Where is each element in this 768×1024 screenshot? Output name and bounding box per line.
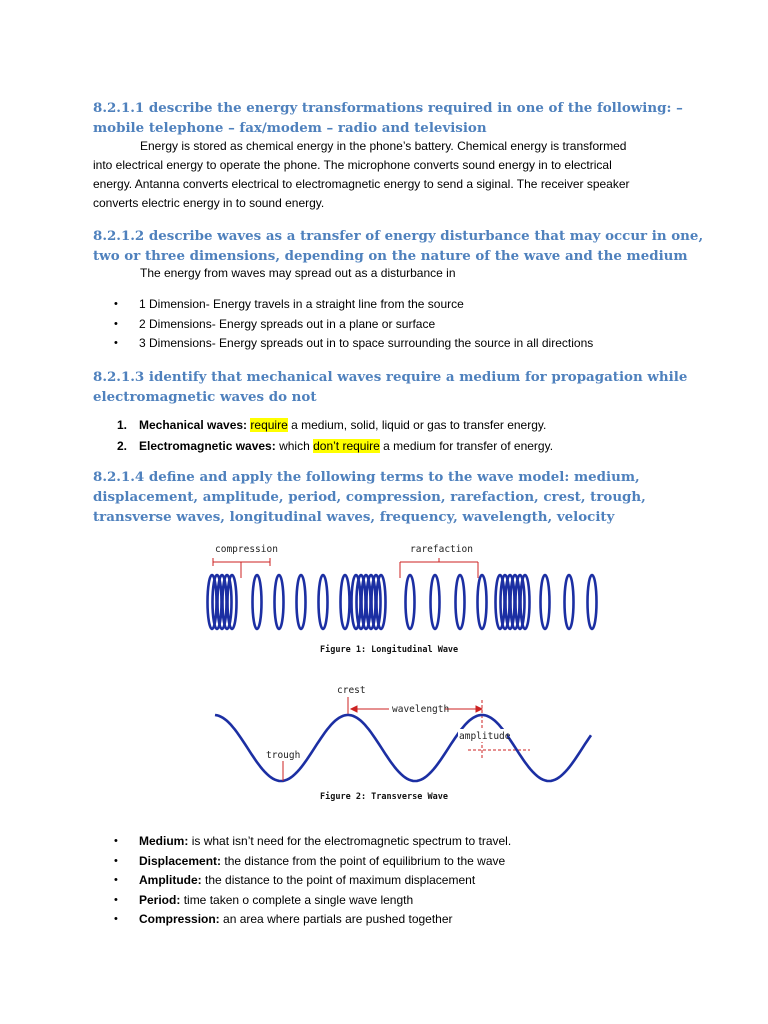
wave-terms-list	[114, 832, 511, 930]
bullet-icon: •	[114, 337, 118, 349]
list-item: 1. Mechanical waves: require a medium, solid, liquid or gas to transfer energy.	[117, 418, 547, 432]
bullet-icon: •	[114, 317, 118, 330]
amplitude-label: amplitude	[459, 731, 511, 742]
crest-label: crest	[337, 685, 366, 696]
paragraph-line: energy. Antanna converts electrical to electromagnetic energy to send a siginal. The receiver speaker	[93, 177, 630, 191]
highlighted-text: don’t require	[313, 439, 380, 453]
heading-line: mobile telephone – fax/modem – radio and television	[93, 120, 487, 136]
wave-coil	[275, 575, 284, 629]
list-item: • 3 Dimensions- Energy spreads out in to space surrounding the source in all directions	[114, 334, 593, 354]
wave-coil	[253, 575, 262, 629]
dimension-list	[114, 295, 593, 354]
bullet-icon: •	[114, 854, 118, 867]
wave-coil	[341, 575, 350, 629]
wave-coil	[406, 575, 415, 629]
figure-2-caption: Figure 2: Transverse Wave	[320, 792, 448, 802]
transverse-wave-line	[215, 715, 591, 781]
section-heading-8-2-1-3	[93, 367, 713, 407]
list-item: • 2 Dimensions- Energy spreads out in a plane or surface	[114, 315, 593, 335]
heading-line: 8.2.1.3 identify that mechanical waves require a medium for propagation while	[93, 369, 688, 385]
wave-coil	[456, 575, 465, 629]
heading-line: displacement, amplitude, period, compression, rarefaction, crest, trough,	[93, 489, 646, 505]
highlighted-text: require	[250, 418, 288, 432]
list-item: 2. Electromagnetic waves: which don’t require a medium for transfer of energy.	[117, 439, 554, 453]
list-item: • Medium: is what isn’t need for the electromagnetic spectrum to travel.	[114, 832, 511, 852]
dimension-intro: The energy from waves may spread out as a disturbance in	[140, 266, 456, 280]
paragraph-line: converts electric energy in to sound energy.	[93, 196, 325, 210]
heading-line: 8.2.1.4 define and apply the following terms to the wave model: medium,	[93, 469, 640, 485]
bullet-icon: •	[114, 835, 118, 847]
bullet-icon: •	[114, 893, 118, 906]
heading-line: transverse waves, longitudinal waves, frequency, wavelength, velocity	[93, 509, 615, 525]
wave-coil	[478, 575, 487, 629]
longitudinal-wave-figure	[195, 538, 615, 660]
heading-line: 8.2.1.2 describe waves as a transfer of energy disturbance that may occur in one,	[93, 228, 704, 244]
heading-line: two or three dimensions, depending on the nature of the wave and the medium	[93, 248, 688, 264]
wave-coil	[541, 575, 550, 629]
section-heading-8-2-1-2	[93, 226, 713, 266]
wave-medium-list	[117, 415, 553, 457]
trough-label: trough	[266, 750, 301, 761]
list-item: • Amplitude: the distance to the point of maximum displacement	[114, 871, 511, 891]
wave-coil	[319, 575, 328, 629]
list-item: • Compression: an area where partials are pushed together	[114, 910, 511, 930]
paragraph-energy-transformations	[93, 137, 683, 213]
compression-label: compression	[215, 544, 278, 555]
section-heading-8-2-1-4	[93, 467, 713, 527]
list-item: • 1 Dimension- Energy travels in a straight line from the source	[114, 295, 593, 315]
wave-coil	[431, 575, 440, 629]
figure-1-caption: Figure 1: Longitudinal Wave	[320, 645, 459, 655]
bullet-icon: •	[114, 298, 118, 310]
list-item: • Period: time taken o complete a single wave length	[114, 891, 511, 911]
heading-line: electromagnetic waves do not	[93, 389, 317, 405]
section-heading-8-2-1-1	[93, 98, 713, 138]
paragraph-line: into electrical energy to operate the phone. The microphone converts sound energy in to electrical	[93, 158, 612, 172]
wave-coil	[565, 575, 574, 629]
rarefaction-label: rarefaction	[410, 544, 473, 555]
wavelength-label: wavelength	[392, 704, 450, 715]
heading-line: 8.2.1.1 describe the energy transformations required in one of the following: –	[93, 100, 683, 116]
bullet-icon: •	[114, 913, 118, 925]
bullet-icon: •	[114, 874, 118, 886]
wave-coil	[297, 575, 306, 629]
wave-coil	[588, 575, 597, 629]
paragraph-line: Energy is stored as chemical energy in the phone’s battery. Chemical energy is transformed	[140, 139, 627, 153]
transverse-wave-figure	[210, 680, 605, 805]
list-item: • Displacement: the distance from the point of equilibrium to the wave	[114, 852, 511, 872]
wave-coils	[208, 575, 597, 629]
